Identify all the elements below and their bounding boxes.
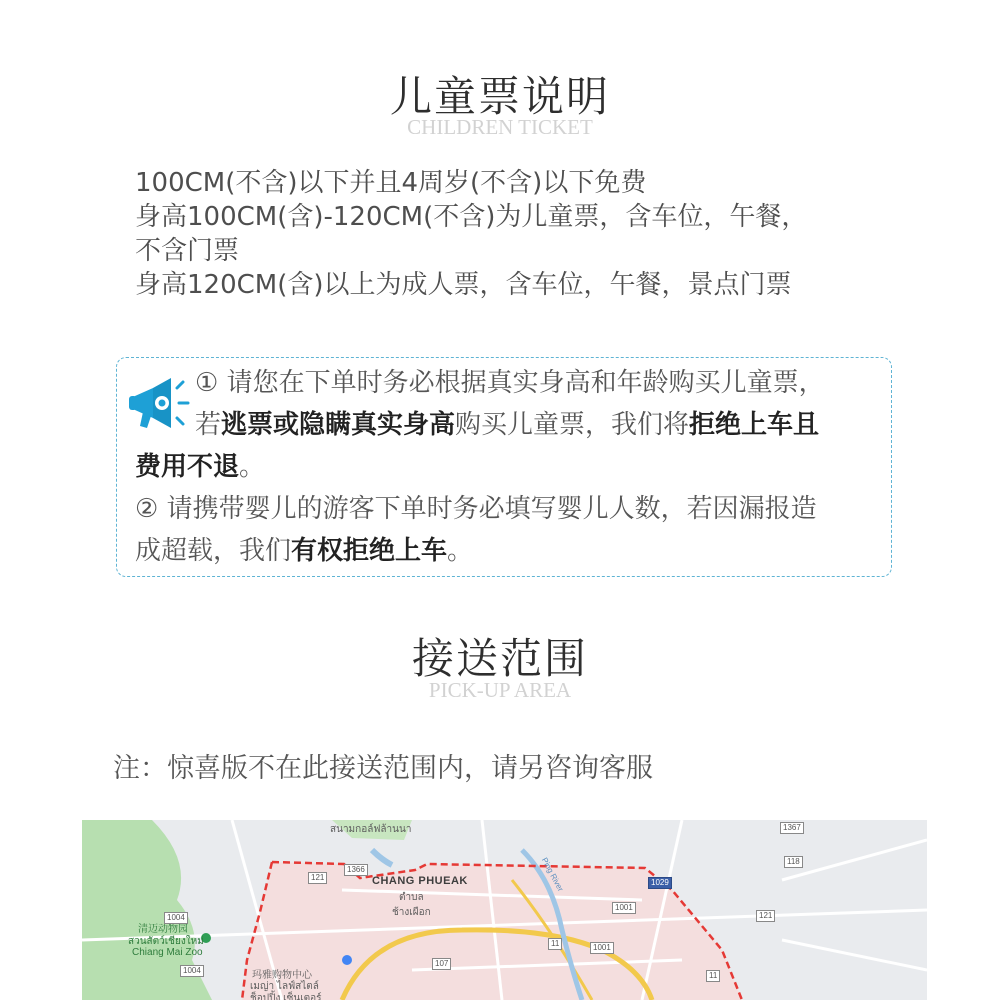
map-label-mall-th2: ช็อปปิ้ง เซ็นเตอร์ [250, 993, 322, 1000]
pickup-area-subtitle: PICK-UP AREA [428, 678, 572, 702]
notice-box [116, 357, 892, 577]
map-label-top: สนามกอล์ฟล้านนา [330, 824, 412, 835]
route-shield: 1004 [164, 912, 188, 924]
route-shield: 107 [432, 958, 451, 970]
pickup-map[interactable] [82, 820, 927, 1000]
map-label-river: Ping River [539, 856, 566, 893]
notice-p1-d: 拒绝上车且 [689, 410, 820, 440]
pickup-area-title: 接送范围 [411, 634, 588, 683]
route-shield: 1367 [780, 822, 804, 834]
route-shield: 118 [784, 856, 803, 868]
map-canvas [82, 820, 927, 1000]
notice-line [135, 446, 887, 488]
notice-line [135, 530, 887, 572]
rule-line: 不含门票 [135, 236, 240, 266]
notice-text [135, 362, 887, 572]
notice-p1-e: 费用不退 [135, 452, 240, 482]
route-shield: 1029 [648, 877, 672, 889]
map-label-district-th1: ตำบล [399, 892, 424, 903]
rule-line: 身高100CM(含)-120CM(不含)为儿童票，含车位，午餐， [135, 202, 808, 232]
map-label-zoo-th: สวนสัตว์เชียงใหม่ [128, 936, 204, 947]
pond [372, 850, 392, 865]
route-shield: 11 [706, 970, 720, 982]
notice-p2-d: 。 [447, 536, 474, 566]
route-shield: 121 [756, 910, 775, 922]
notice-p1-a: 若 [195, 410, 222, 440]
notice-p1-c: 购买儿童票，我们将 [455, 410, 690, 440]
rule-line: 100CM(不含)以下并且4周岁(不含)以下免费 [135, 168, 647, 198]
route-shield: 1004 [180, 965, 204, 977]
notice-p1-f: 。 [239, 452, 266, 482]
route-shield: 1366 [344, 864, 368, 876]
mall-marker[interactable] [342, 955, 352, 965]
notice-line [135, 404, 887, 446]
children-ticket-title: 儿童票说明 [389, 72, 610, 121]
notice-line [135, 362, 887, 404]
notice-p1-b: 逃票或隐瞒真实身高 [221, 410, 456, 440]
children-ticket-subtitle: CHILDREN TICKET [407, 115, 593, 139]
map-label-district: CHANG PHUEAK [372, 875, 468, 887]
notice-line [135, 488, 887, 530]
map-label-mall-th1: เมญ่า ไลฟ์สไตล์ [250, 981, 319, 992]
notice-p1-lead: ① 请您在下单时务必根据真实身高和年龄购买儿童票， [195, 368, 825, 398]
rule-line: 身高120CM(含)以上为成人票，含车位，午餐，景点门票 [135, 270, 792, 300]
notice-p2-c: 有权拒绝上车 [291, 536, 448, 566]
map-label-zoo-en: Chiang Mai Zoo [132, 947, 203, 958]
children-ticket-rules [135, 166, 875, 302]
notice-p2-a: ② 请携带婴儿的游客下单时务必填写婴儿人数，若因漏报造 [135, 494, 817, 524]
map-label-mall-cn: 玛雅购物中心 [252, 970, 312, 981]
route-shield: 1001 [590, 942, 614, 954]
map-label-district-th2: ช้างเผือก [392, 907, 431, 918]
pickup-note: 注：惊喜版不在此接送范围内，请另咨询客服 [113, 753, 653, 784]
map-label-zoo-cn: 清迈动物园 [138, 924, 188, 935]
route-shield: 11 [548, 938, 562, 950]
route-shield: 121 [308, 872, 327, 884]
route-shield: 1001 [612, 902, 636, 914]
notice-p2-b: 成超载，我们 [135, 536, 292, 566]
